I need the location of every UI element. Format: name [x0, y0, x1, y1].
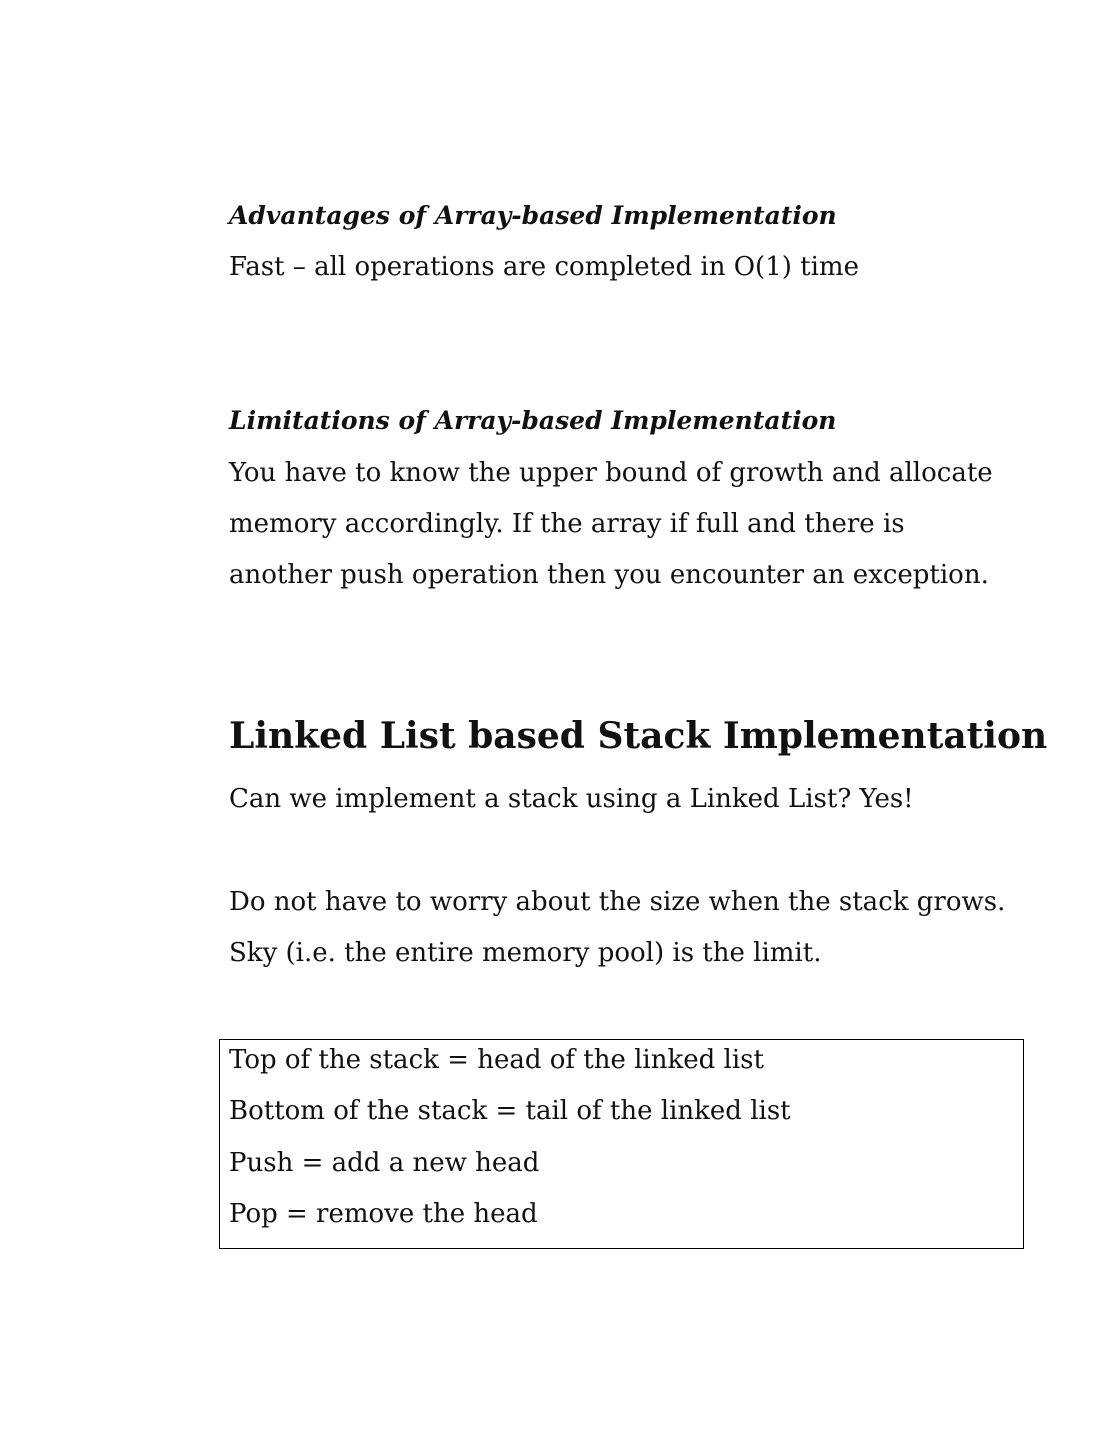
- stack-mapping-box: [219, 1039, 1024, 1249]
- limitations-line-3: another push operation then you encounter an exception.: [229, 560, 989, 590]
- linked-list-heading: Linked List based Stack Implementation: [229, 715, 1048, 757]
- limitations-title: Limitations of Array-based Implementation: [229, 406, 837, 435]
- advantages-title: Advantages of Array-based Implementation: [229, 201, 837, 230]
- limitations-line-2: memory accordingly. If the array if full and there is: [229, 509, 905, 539]
- linked-list-line-1: Do not have to worry about the size when the stack grows.: [229, 887, 1006, 917]
- mapping-bottom: Bottom of the stack = tail of the linked list: [229, 1096, 791, 1126]
- advantages-body: Fast – all operations are completed in O(1) time: [229, 252, 859, 282]
- linked-list-question: Can we implement a stack using a Linked List? Yes!: [229, 784, 914, 814]
- mapping-push: Push = add a new head: [229, 1148, 540, 1178]
- mapping-top: Top of the stack = head of the linked list: [229, 1045, 764, 1075]
- limitations-line-1: You have to know the upper bound of growth and allocate: [229, 458, 993, 488]
- linked-list-line-2: Sky (i.e. the entire memory pool) is the limit.: [229, 938, 822, 968]
- mapping-pop: Pop = remove the head: [229, 1199, 538, 1229]
